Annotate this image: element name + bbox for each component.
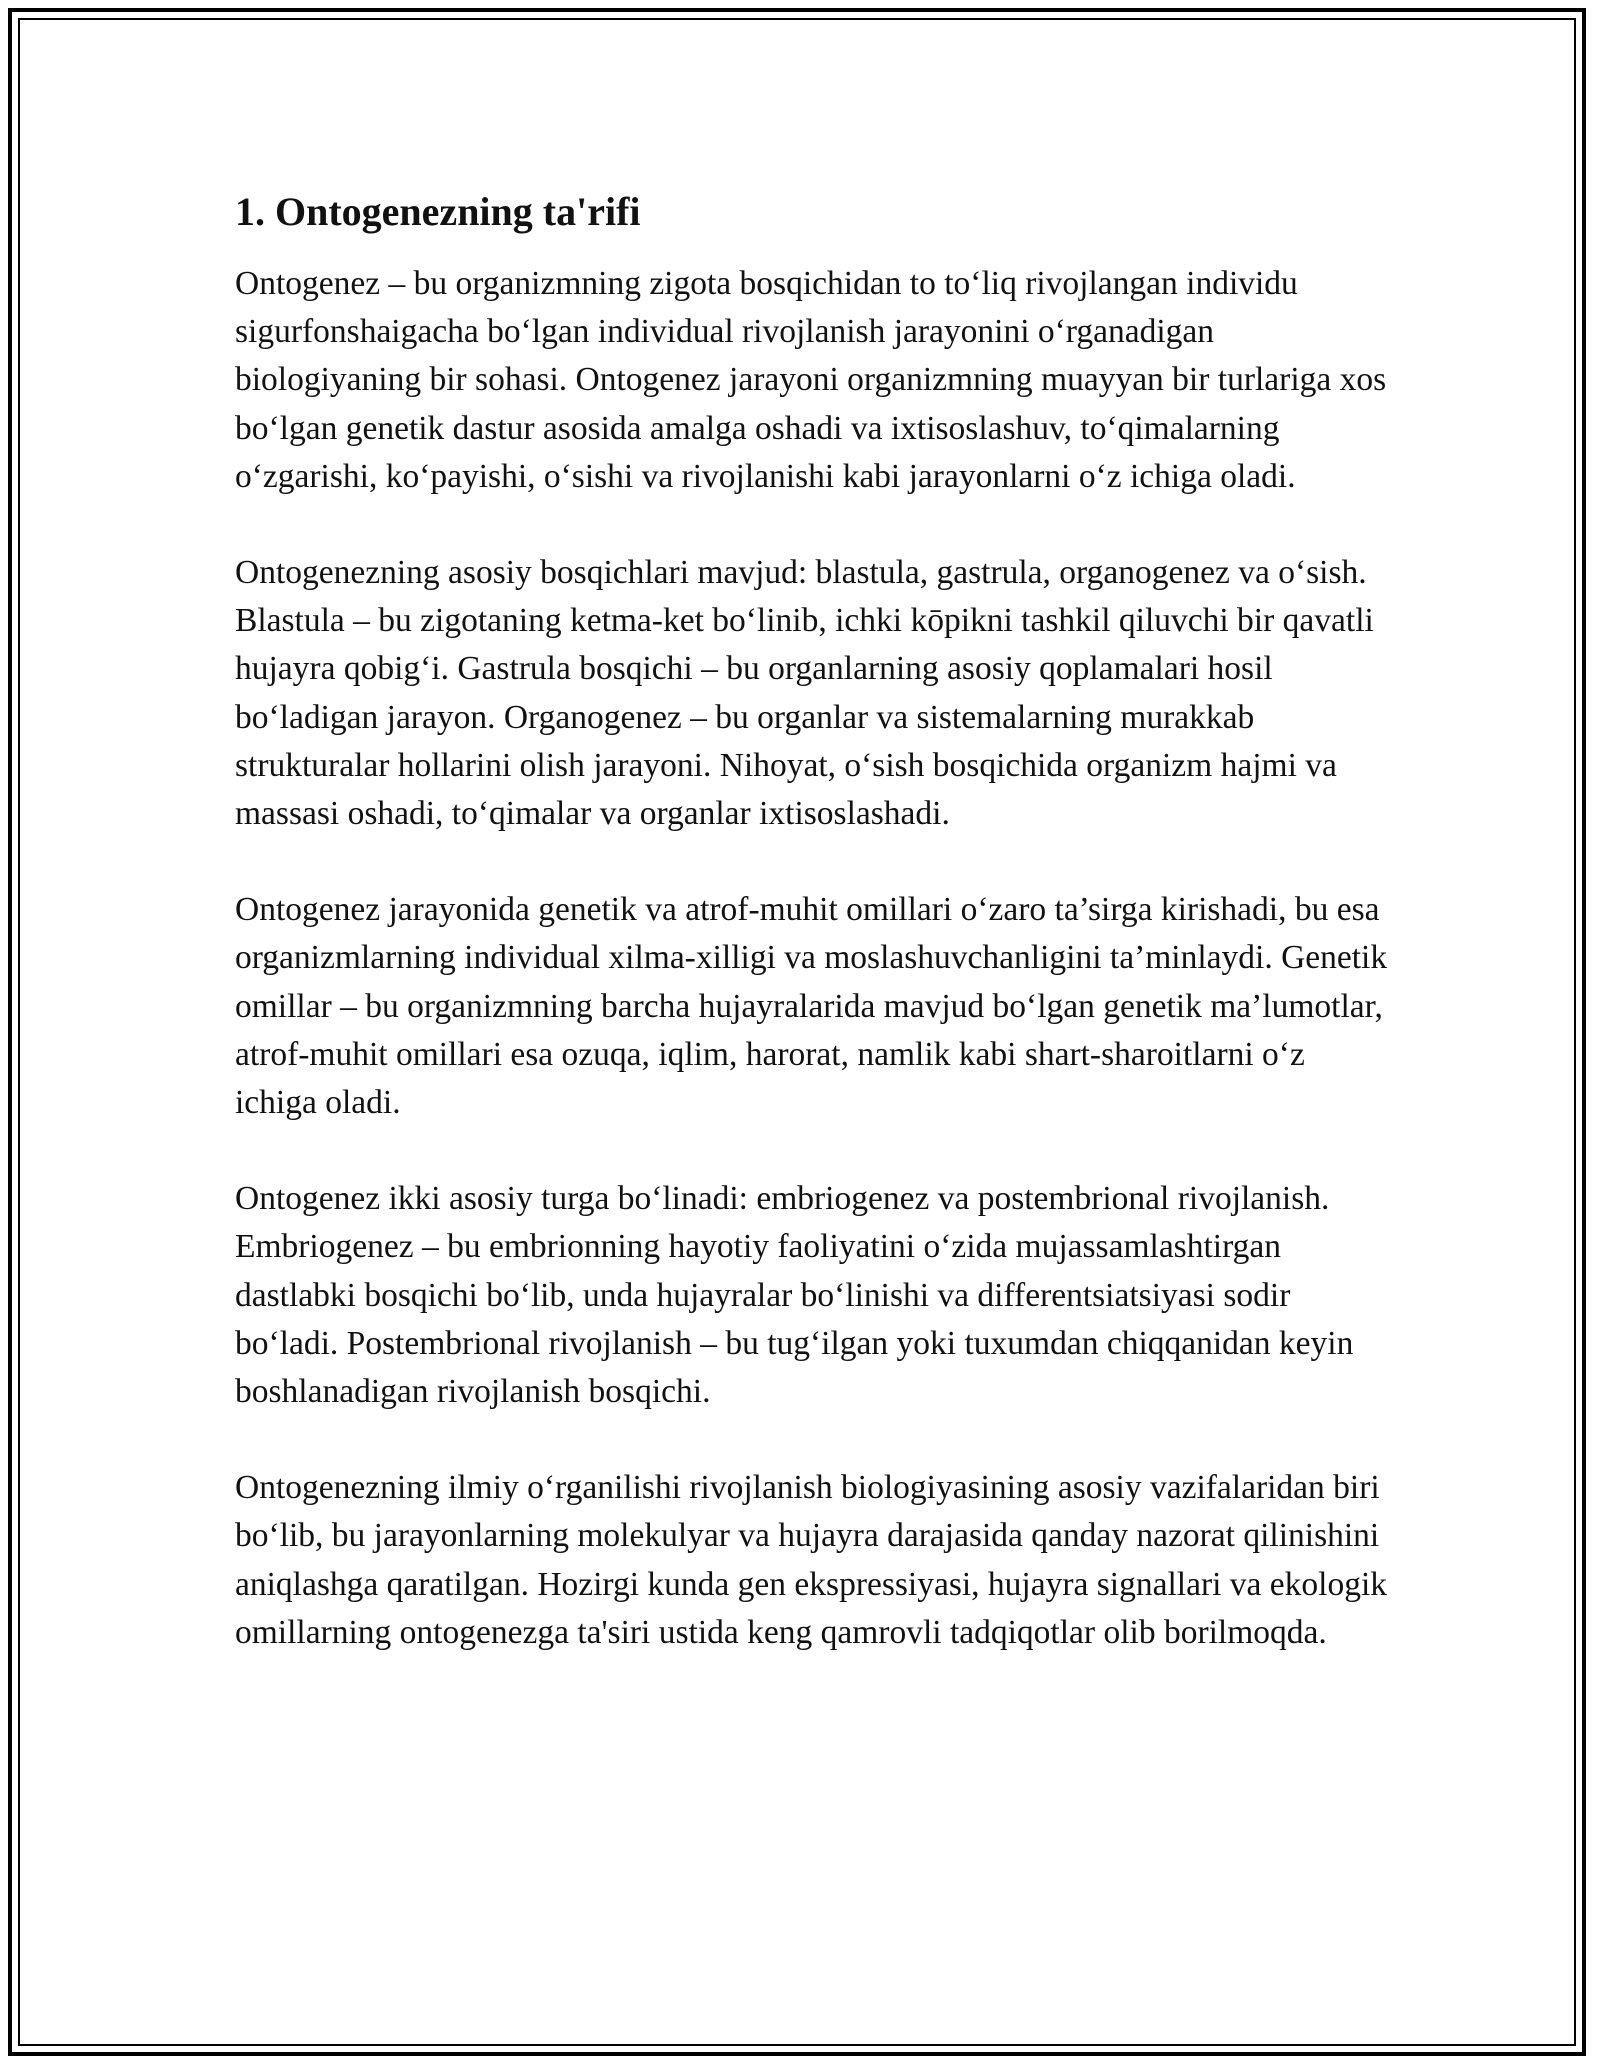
paragraph-definition: Ontogenez – bu organizmning zigota bosqichidan to to‘liq rivojlangan individu sigurfonshaigacha bo‘lgan individual rivojlanish jarayonini o‘rganadigan biologiyaning bir sohasi. Ontogenez jarayoni organizmning muayyan bir turlariga xos bo‘lgan genetik dastur asosida amalga oshadi va ixtisoslashuv, to‘qimalarning o‘zgarishi, ko‘payishi, o‘sishi va rivojlanishi kabi jarayonlarni o‘z ichiga oladi. [235, 265, 1387, 495]
document-body [235, 186, 1395, 1705]
paragraph-factors: Ontogenez jarayonida genetik va atrof-muhit omillari o‘zaro ta’sirga kirishadi, bu esa organizmlarning individual xilma-xilligi va moslashuvchanligini ta’minlaydi. Genetik omillar – bu organizmning barcha hujayralarida mavjud bo‘lgan genetik ma’lumotlar, atrof-muhit omillari esa ozuqa, iqlim, harorat, namlik kabi shart-sharoitlarni o‘z ichiga oladi. [235, 891, 1388, 1122]
section-heading: 1. Ontogenezning ta'rifi [235, 189, 641, 234]
paragraph-research: Ontogenezning ilmiy o‘rganilishi rivojlanish biologiyasining asosiy vazifalaridan biri bo‘lib, bu jarayonlarning molekulyar va hujayra darajasida qanday nazorat qilinishini aniqlashga qaratilgan. Hozirgi kunda gen ekspressiyasi, hujayra signallari va ekologik omillarning ontogenezga ta'siri ustida keng qamrovli tadqiqotlar olib borilmoqda. [235, 1469, 1388, 1651]
paragraph-stages: Ontogenezning asosiy bosqichlari mavjud: blastula, gastrula, organogenez va o‘sish. Blastula – bu zigotaning ketma-ket bo‘linib, ichki kōpikni tashkil qiluvchi bir qavatli hujayra qobig‘i. Gastrula bosqichi – bu organlarning asosiy qoplamalari hosil bo‘ladigan jarayon. Organogenez – bu organlar va sistemalarning murakkab strukturalar hollarini olish jarayoni. Nihoyat, o‘sish bosqichida organizm hajmi va massasi oshadi, to‘qimalar va organlar ixtisoslashadi. [235, 554, 1374, 833]
paragraph-types: Ontogenez ikki asosiy turga bo‘linadi: embriogenez va postembrional rivojlanish. Embriogenez – bu embrionning hayotiy faoliyatini o‘zida mujassamlashtirgan dastlabki bosqichi bo‘lib, unda hujayralar bo‘linishi va differentsiatsiyasi sodir bo‘ladi. Postembrional rivojlanish – bu tug‘ilgan yoki tuxumdan chiqqanidan keyin boshlanadigan rivojlanish bosqichi. [235, 1180, 1354, 1411]
